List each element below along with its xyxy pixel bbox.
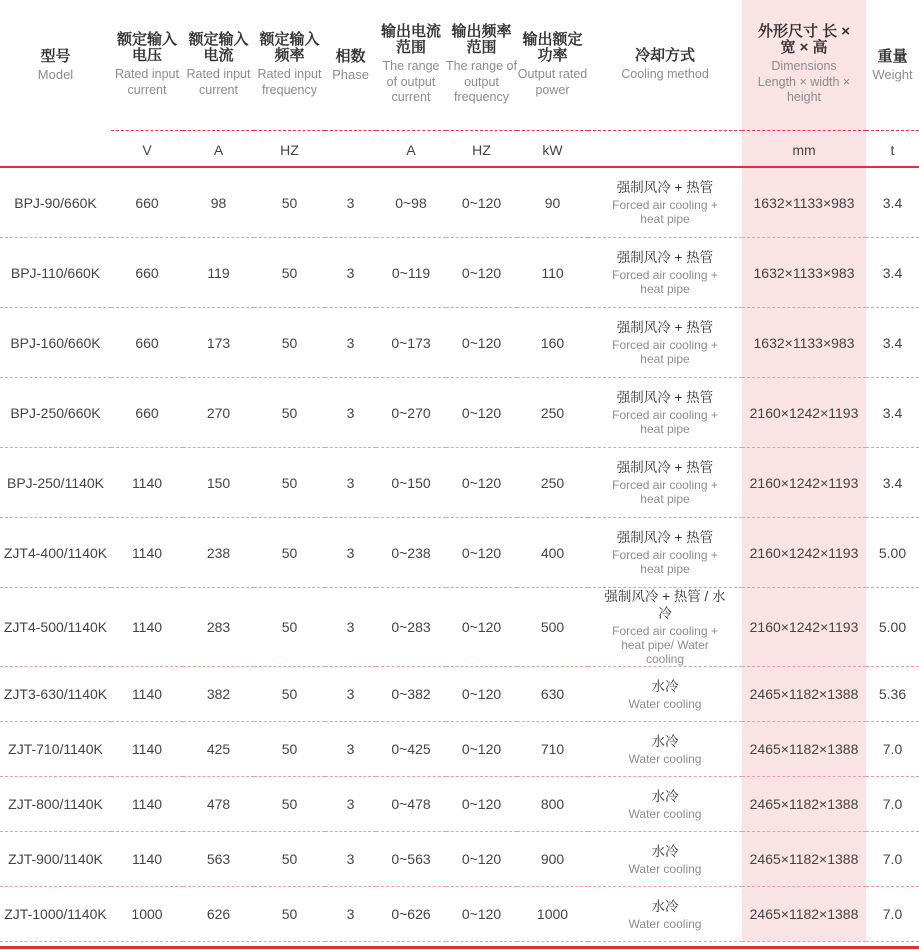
table-row bbox=[0, 722, 919, 777]
header-voltage bbox=[111, 0, 183, 131]
units-row bbox=[0, 131, 919, 169]
cell-voltage: 1140 bbox=[111, 667, 183, 722]
cell-weight: 7.0 bbox=[866, 832, 919, 887]
unit-out-freq: HZ bbox=[446, 131, 517, 169]
header-weight bbox=[866, 0, 919, 131]
cooling-cn: 水冷 bbox=[651, 898, 679, 914]
cell-current: 425 bbox=[183, 722, 254, 777]
cooling-en: Water cooling bbox=[628, 806, 702, 821]
cell-weight: 5.00 bbox=[866, 588, 919, 667]
cell-phase: 3 bbox=[325, 588, 376, 667]
cell-out-current: 0~425 bbox=[376, 722, 446, 777]
cell-model: ZJT-1000/1140K bbox=[0, 887, 111, 942]
cell-weight: 7.0 bbox=[866, 722, 919, 777]
unit-out-power: kW bbox=[517, 131, 588, 169]
cell-model: BPJ-90/660K bbox=[0, 168, 111, 238]
cell-out-freq: 0~120 bbox=[446, 168, 517, 238]
cell-frequency: 50 bbox=[254, 777, 325, 832]
header-separator-line bbox=[0, 166, 919, 168]
cell-model: ZJT-710/1140K bbox=[0, 722, 111, 777]
cell-current: 119 bbox=[183, 238, 254, 308]
cell-weight: 3.4 bbox=[866, 378, 919, 448]
cell-out-power: 90 bbox=[517, 168, 588, 238]
cell-phase: 3 bbox=[325, 168, 376, 238]
cooling-cn: 强制风冷 + 热管 bbox=[616, 250, 714, 265]
unit-frequency: HZ bbox=[254, 131, 325, 169]
table-row bbox=[0, 588, 919, 667]
header-dimensions-en: Dimensions Length × width × height bbox=[757, 59, 851, 105]
cell-out-power: 630 bbox=[517, 667, 588, 722]
cell-out-power: 800 bbox=[517, 777, 588, 832]
cell-voltage: 660 bbox=[111, 168, 183, 238]
cell-out-current: 0~150 bbox=[376, 448, 446, 518]
cell-out-power: 500 bbox=[517, 588, 588, 667]
cooling-en: Water cooling bbox=[628, 861, 702, 876]
cell-out-power: 400 bbox=[517, 518, 588, 588]
header-voltage-en: Rated input current bbox=[115, 67, 179, 97]
cell-cooling bbox=[588, 448, 742, 518]
cell-frequency: 50 bbox=[254, 722, 325, 777]
cell-phase: 3 bbox=[325, 722, 376, 777]
cell-model: BPJ-250/1140K bbox=[0, 448, 111, 518]
cell-phase: 3 bbox=[325, 518, 376, 588]
cell-dimensions: 2465×1182×1388 bbox=[742, 777, 866, 832]
cell-model: ZJT-800/1140K bbox=[0, 777, 111, 832]
cell-dimensions: 2465×1182×1388 bbox=[742, 667, 866, 722]
table-row bbox=[0, 378, 919, 448]
cell-frequency: 50 bbox=[254, 168, 325, 238]
cell-frequency: 50 bbox=[254, 518, 325, 588]
cell-frequency: 50 bbox=[254, 832, 325, 887]
cooling-en: Forced air cooling + heat pipe/ Water cooling bbox=[612, 624, 718, 666]
cooling-cn: 水冷 bbox=[651, 788, 679, 804]
cell-current: 626 bbox=[183, 887, 254, 942]
unit-out-current: A bbox=[376, 131, 446, 169]
header-out-freq-cn: 输出频率范围 bbox=[451, 23, 512, 57]
cell-frequency: 50 bbox=[254, 588, 325, 667]
cell-cooling bbox=[588, 518, 742, 588]
cell-model: ZJT4-400/1140K bbox=[0, 518, 111, 588]
cell-voltage: 1140 bbox=[111, 518, 183, 588]
cell-out-current: 0~478 bbox=[376, 777, 446, 832]
cell-out-power: 1000 bbox=[517, 887, 588, 942]
cooling-en: Water cooling bbox=[628, 751, 702, 766]
cell-dimensions: 1632×1133×983 bbox=[742, 308, 866, 378]
cell-dimensions: 2160×1242×1193 bbox=[742, 448, 866, 518]
header-cooling bbox=[588, 0, 742, 131]
cell-out-current: 0~626 bbox=[376, 887, 446, 942]
cell-out-freq: 0~120 bbox=[446, 518, 517, 588]
cell-phase: 3 bbox=[325, 777, 376, 832]
cell-out-freq: 0~120 bbox=[446, 832, 517, 887]
cooling-cn: 水冷 bbox=[651, 843, 679, 859]
header-frequency bbox=[254, 0, 325, 131]
cell-cooling bbox=[588, 832, 742, 887]
header-out-current bbox=[376, 0, 446, 131]
cell-dimensions: 1632×1133×983 bbox=[742, 238, 866, 308]
cell-weight: 3.4 bbox=[866, 168, 919, 238]
cell-phase: 3 bbox=[325, 667, 376, 722]
cell-out-freq: 0~120 bbox=[446, 722, 517, 777]
cell-cooling bbox=[588, 777, 742, 832]
header-dimensions-cn: 外形尺寸 长 × 宽 × 高 bbox=[757, 23, 851, 57]
table-row bbox=[0, 448, 919, 518]
cell-phase: 3 bbox=[325, 832, 376, 887]
cell-dimensions: 2465×1182×1388 bbox=[742, 887, 866, 942]
cell-weight: 7.0 bbox=[866, 887, 919, 942]
table-row bbox=[0, 777, 919, 832]
cell-phase: 3 bbox=[325, 308, 376, 378]
cell-voltage: 1140 bbox=[111, 832, 183, 887]
cell-cooling bbox=[588, 887, 742, 942]
cell-current: 238 bbox=[183, 518, 254, 588]
cell-frequency: 50 bbox=[254, 448, 325, 518]
cooling-en: Forced air cooling + heat pipe bbox=[612, 338, 718, 366]
cell-out-freq: 0~120 bbox=[446, 667, 517, 722]
cooling-en: Forced air cooling + heat pipe bbox=[612, 548, 718, 576]
cell-weight: 7.0 bbox=[866, 777, 919, 832]
cooling-cn: 强制风冷 + 热管 bbox=[616, 180, 714, 195]
cell-out-current: 0~119 bbox=[376, 238, 446, 308]
cell-out-freq: 0~120 bbox=[446, 777, 517, 832]
header-row bbox=[0, 0, 919, 131]
cell-frequency: 50 bbox=[254, 238, 325, 308]
table-body bbox=[0, 168, 919, 942]
cell-dimensions: 2465×1182×1388 bbox=[742, 722, 866, 777]
cell-model: BPJ-250/660K bbox=[0, 378, 111, 448]
header-current-en: Rated input current bbox=[186, 67, 251, 97]
cell-model: ZJT4-500/1140K bbox=[0, 588, 111, 667]
table-bottom-border bbox=[0, 946, 919, 949]
cell-weight: 3.4 bbox=[866, 448, 919, 518]
table-row bbox=[0, 887, 919, 942]
cooling-cn: 强制风冷 + 热管 bbox=[616, 320, 714, 335]
cell-voltage: 1140 bbox=[111, 777, 183, 832]
cooling-cn: 水冷 bbox=[651, 733, 679, 749]
cell-weight: 3.4 bbox=[866, 238, 919, 308]
cell-out-current: 0~98 bbox=[376, 168, 446, 238]
cell-out-freq: 0~120 bbox=[446, 588, 517, 667]
header-model-en: Model bbox=[37, 66, 74, 82]
unit-dimensions: mm bbox=[742, 131, 866, 169]
cooling-cn: 强制风冷 + 热管 / 水冷 bbox=[604, 589, 726, 621]
cell-current: 270 bbox=[183, 378, 254, 448]
cell-frequency: 50 bbox=[254, 887, 325, 942]
unit-voltage: V bbox=[111, 131, 183, 169]
cell-cooling bbox=[588, 667, 742, 722]
header-out-freq-en: The range of output frequency bbox=[446, 59, 517, 105]
cooling-cn: 水冷 bbox=[651, 678, 679, 694]
header-frequency-cn: 额定输入频率 bbox=[259, 31, 320, 64]
cell-voltage: 1140 bbox=[111, 722, 183, 777]
header-current-cn: 额定输入电流 bbox=[188, 31, 249, 64]
cell-out-current: 0~270 bbox=[376, 378, 446, 448]
cell-voltage: 660 bbox=[111, 308, 183, 378]
cell-frequency: 50 bbox=[254, 378, 325, 448]
cell-cooling bbox=[588, 168, 742, 238]
table-row bbox=[0, 168, 919, 238]
unit-cooling bbox=[588, 131, 742, 169]
cooling-en: Forced air cooling + heat pipe bbox=[612, 268, 718, 296]
cell-weight: 5.36 bbox=[866, 667, 919, 722]
cell-current: 382 bbox=[183, 667, 254, 722]
header-phase-cn: 相数 bbox=[335, 47, 366, 65]
cell-voltage: 1000 bbox=[111, 887, 183, 942]
header-current bbox=[183, 0, 254, 131]
cell-weight: 3.4 bbox=[866, 308, 919, 378]
cell-out-current: 0~563 bbox=[376, 832, 446, 887]
cooling-cn: 强制风冷 + 热管 bbox=[616, 460, 714, 475]
cell-model: ZJT-900/1140K bbox=[0, 832, 111, 887]
cell-out-freq: 0~120 bbox=[446, 887, 517, 942]
cell-out-power: 250 bbox=[517, 448, 588, 518]
cooling-cn: 强制风冷 + 热管 bbox=[616, 390, 714, 405]
table-row bbox=[0, 832, 919, 887]
cell-out-freq: 0~120 bbox=[446, 238, 517, 308]
cell-out-current: 0~173 bbox=[376, 308, 446, 378]
cell-current: 173 bbox=[183, 308, 254, 378]
cell-out-current: 0~238 bbox=[376, 518, 446, 588]
header-frequency-en: Rated input frequency bbox=[257, 67, 322, 97]
header-weight-en: Weight bbox=[872, 66, 913, 82]
cell-current: 283 bbox=[183, 588, 254, 667]
cell-phase: 3 bbox=[325, 887, 376, 942]
table-row bbox=[0, 308, 919, 378]
cell-frequency: 50 bbox=[254, 667, 325, 722]
cell-out-power: 900 bbox=[517, 832, 588, 887]
cell-phase: 3 bbox=[325, 448, 376, 518]
header-voltage-cn: 额定输入电压 bbox=[116, 31, 177, 64]
cell-out-power: 710 bbox=[517, 722, 588, 777]
cell-out-freq: 0~120 bbox=[446, 448, 517, 518]
header-out-power-cn: 输出额定功率 bbox=[522, 31, 583, 64]
header-out-power-en: Output rated power bbox=[517, 67, 588, 97]
cell-dimensions: 1632×1133×983 bbox=[742, 168, 866, 238]
unit-current: A bbox=[183, 131, 254, 169]
cell-current: 150 bbox=[183, 448, 254, 518]
header-phase-en: Phase bbox=[332, 66, 369, 82]
cell-out-current: 0~382 bbox=[376, 667, 446, 722]
cooling-en: Water cooling bbox=[628, 696, 702, 711]
cell-voltage: 660 bbox=[111, 378, 183, 448]
cell-out-power: 160 bbox=[517, 308, 588, 378]
header-out-current-en: The range of output current bbox=[382, 59, 440, 105]
header-phase bbox=[325, 0, 376, 131]
cell-cooling bbox=[588, 722, 742, 777]
cell-cooling bbox=[588, 588, 742, 667]
cell-dimensions: 2160×1242×1193 bbox=[742, 588, 866, 667]
cell-dimensions: 2160×1242×1193 bbox=[742, 518, 866, 588]
cell-voltage: 1140 bbox=[111, 588, 183, 667]
cooling-cn: 强制风冷 + 热管 bbox=[616, 530, 714, 545]
header-dimensions bbox=[742, 0, 866, 131]
cell-out-power: 250 bbox=[517, 378, 588, 448]
cooling-en: Forced air cooling + heat pipe bbox=[612, 198, 718, 226]
cell-frequency: 50 bbox=[254, 308, 325, 378]
header-model bbox=[0, 0, 111, 131]
cell-out-current: 0~283 bbox=[376, 588, 446, 667]
header-cooling-cn: 冷却方式 bbox=[634, 46, 695, 64]
unit-phase bbox=[325, 131, 376, 169]
cell-dimensions: 2465×1182×1388 bbox=[742, 832, 866, 887]
unit-weight: t bbox=[866, 131, 919, 169]
cell-current: 563 bbox=[183, 832, 254, 887]
table-row bbox=[0, 238, 919, 308]
cell-current: 98 bbox=[183, 168, 254, 238]
cell-out-freq: 0~120 bbox=[446, 308, 517, 378]
cell-weight: 5.00 bbox=[866, 518, 919, 588]
cell-cooling bbox=[588, 308, 742, 378]
unit-model bbox=[0, 131, 111, 169]
cell-cooling bbox=[588, 378, 742, 448]
cooling-en: Forced air cooling + heat pipe bbox=[612, 408, 718, 436]
cooling-en: Water cooling bbox=[628, 916, 702, 931]
cell-current: 478 bbox=[183, 777, 254, 832]
cell-out-freq: 0~120 bbox=[446, 378, 517, 448]
header-out-power bbox=[517, 0, 588, 131]
cell-voltage: 1140 bbox=[111, 448, 183, 518]
cell-dimensions: 2160×1242×1193 bbox=[742, 378, 866, 448]
cell-voltage: 660 bbox=[111, 238, 183, 308]
table-row bbox=[0, 667, 919, 722]
header-out-current-cn: 输出电流范围 bbox=[380, 23, 441, 57]
cell-model: BPJ-110/660K bbox=[0, 238, 111, 308]
cell-phase: 3 bbox=[325, 238, 376, 308]
header-weight-cn: 重量 bbox=[877, 47, 908, 65]
header-out-freq bbox=[446, 0, 517, 131]
table-row bbox=[0, 518, 919, 588]
cooling-en: Forced air cooling + heat pipe bbox=[612, 478, 718, 506]
header-model-cn: 型号 bbox=[40, 47, 71, 65]
cell-model: BPJ-160/660K bbox=[0, 308, 111, 378]
cell-out-power: 110 bbox=[517, 238, 588, 308]
header-cooling-en: Cooling method bbox=[621, 66, 709, 81]
cell-cooling bbox=[588, 238, 742, 308]
cell-phase: 3 bbox=[325, 378, 376, 448]
cell-model: ZJT3-630/1140K bbox=[0, 667, 111, 722]
